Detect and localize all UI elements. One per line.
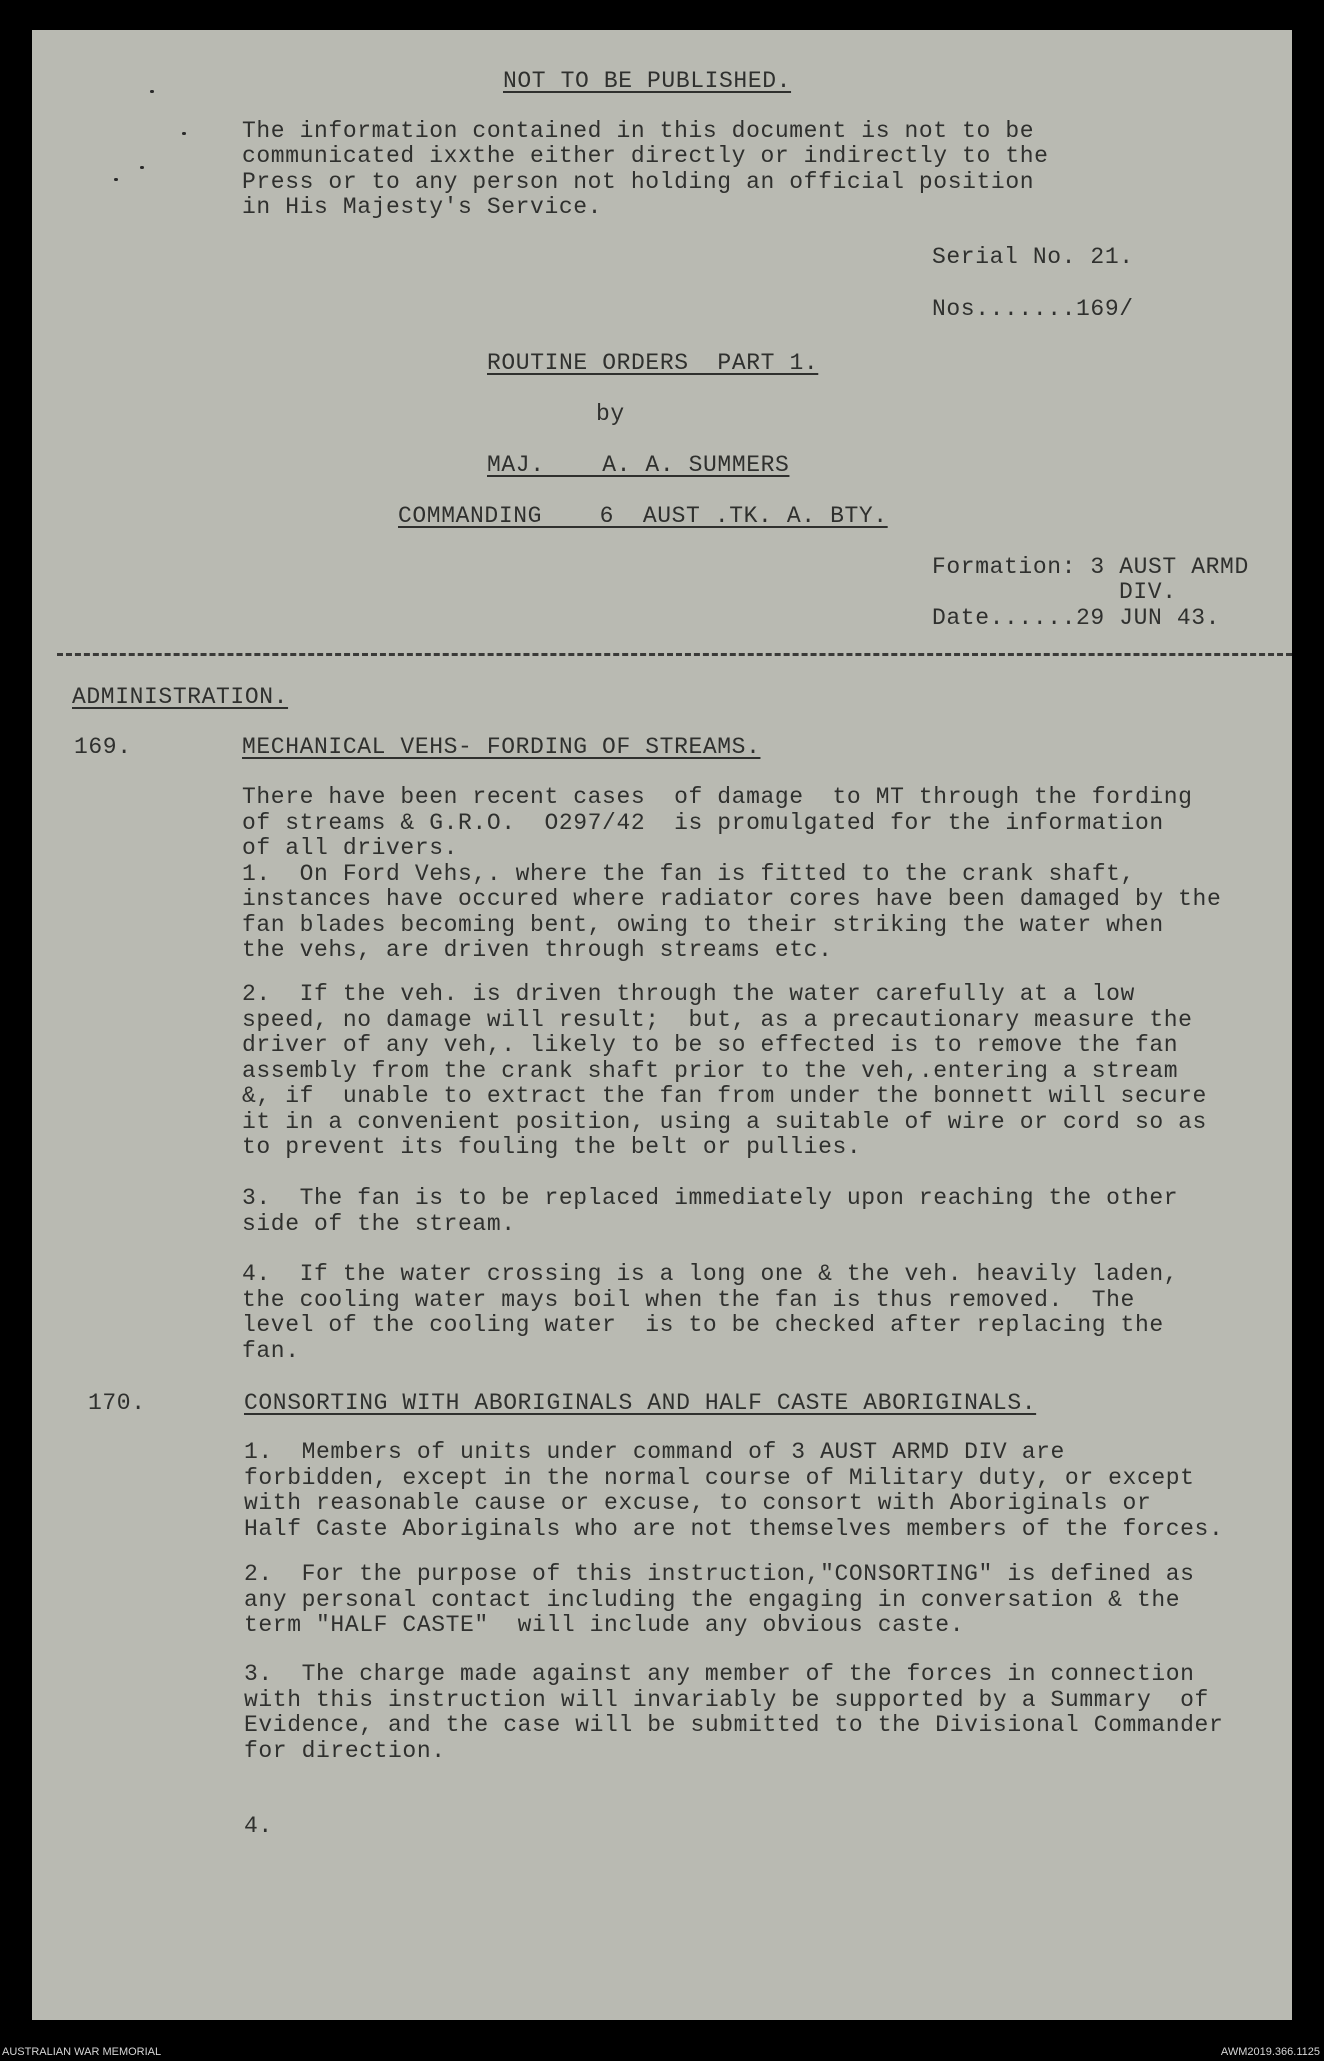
restriction-line: communicated ixxthe either directly or indirectly to the: [242, 143, 1049, 169]
footer-archive: AUSTRALIAN WAR MEMORIAL: [2, 2046, 162, 2058]
document-date: Date......29 JUN 43.: [932, 605, 1221, 631]
order-paragraph: 2. If the veh. is driven through the water carefully at a low speed, no damage will result; but, as a precautionary measure the driver of any veh,. likely to be so effected is to remove the fan assembly from the crank shaft prior to the veh,.entering a stream &, if unable to extract the fan from under the bonnett will secure it in a convenient position, using a suitable of wire or cord so as to prevent its fouling the belt or pullies.: [242, 981, 1207, 1160]
by-label: by: [596, 401, 625, 427]
order-title: CONSORTING WITH ABORIGINALS AND HALF CASTE ABORIGINALS.: [244, 1390, 1037, 1416]
restriction-line: The information contained in this document is not to be: [242, 118, 1035, 144]
formation-continued: DIV.: [1119, 579, 1177, 605]
order-paragraph: 4. If the water crossing is a long one & the veh. heavily laden, the cooling water mays boil when the fan is thus removed. The level of the cooling water is to be checked after replacing the fan.: [242, 1261, 1179, 1364]
order-number: 169.: [74, 734, 132, 760]
command-unit: COMMANDING 6 AUST .TK. A. BTY.: [398, 503, 888, 529]
margin-mark: [114, 178, 118, 181]
order-paragraph: 3. The charge made against any member of the forces in connection with this instruction will invariably be supported by a Summary of Evidence, and the case will be submitted to the Divisional Commander for direction.: [244, 1661, 1224, 1764]
document-page: [32, 30, 1292, 2020]
section-heading: ADMINISTRATION.: [72, 684, 289, 710]
continuation-number: 4.: [244, 1813, 273, 1839]
order-paragraph: There have been recent cases of damage to MT through the fording of streams & G.R.O. O297/42 is promulgated for the information of all drivers. 1. On Ford Vehs,. where the fan is fitted to the crank shaft, instances have occured where radiator cores have been damaged by the fan blades becoming bent, owing to their striking the water when the vehs, are driven through streams etc.: [242, 784, 1222, 963]
order-paragraph: 3. The fan is to be replaced immediately upon reaching the other side of the stream.: [242, 1185, 1179, 1237]
margin-mark: [140, 166, 144, 169]
serial-number: Serial No. 21.: [932, 244, 1134, 270]
officer-name: MAJ. A. A. SUMMERS: [487, 452, 790, 478]
order-paragraph: 1. Members of units under command of 3 AUST ARMD DIV are forbidden, except in the normal course of Military duty, or except with reasonable cause or excuse, to consort with Aboriginals or Half Caste Aboriginals who are not themselves members of the forces.: [244, 1439, 1224, 1542]
formation: Formation: 3 AUST ARMD: [932, 554, 1249, 580]
margin-mark: [182, 132, 186, 135]
document-title: ROUTINE ORDERS PART 1.: [487, 350, 819, 376]
restriction-title: NOT TO BE PUBLISHED.: [503, 68, 792, 94]
order-paragraph: 2. For the purpose of this instruction,"CONSORTING" is defined as any personal contact including the engaging in conversation & the term "HALF CASTE" will include any obvious caste.: [244, 1561, 1195, 1638]
footer-catalogue: AWM2019.366.1125: [1220, 2046, 1320, 2058]
restriction-line: in His Majesty's Service.: [242, 194, 603, 220]
restriction-line: Press or to any person not holding an official position: [242, 169, 1035, 195]
order-title: MECHANICAL VEHS- FORDING OF STREAMS.: [242, 734, 761, 760]
order-number: 170.: [88, 1390, 146, 1416]
divider: [57, 653, 1292, 656]
order-numbers: Nos.......169/: [932, 296, 1134, 322]
margin-mark: [150, 90, 154, 93]
